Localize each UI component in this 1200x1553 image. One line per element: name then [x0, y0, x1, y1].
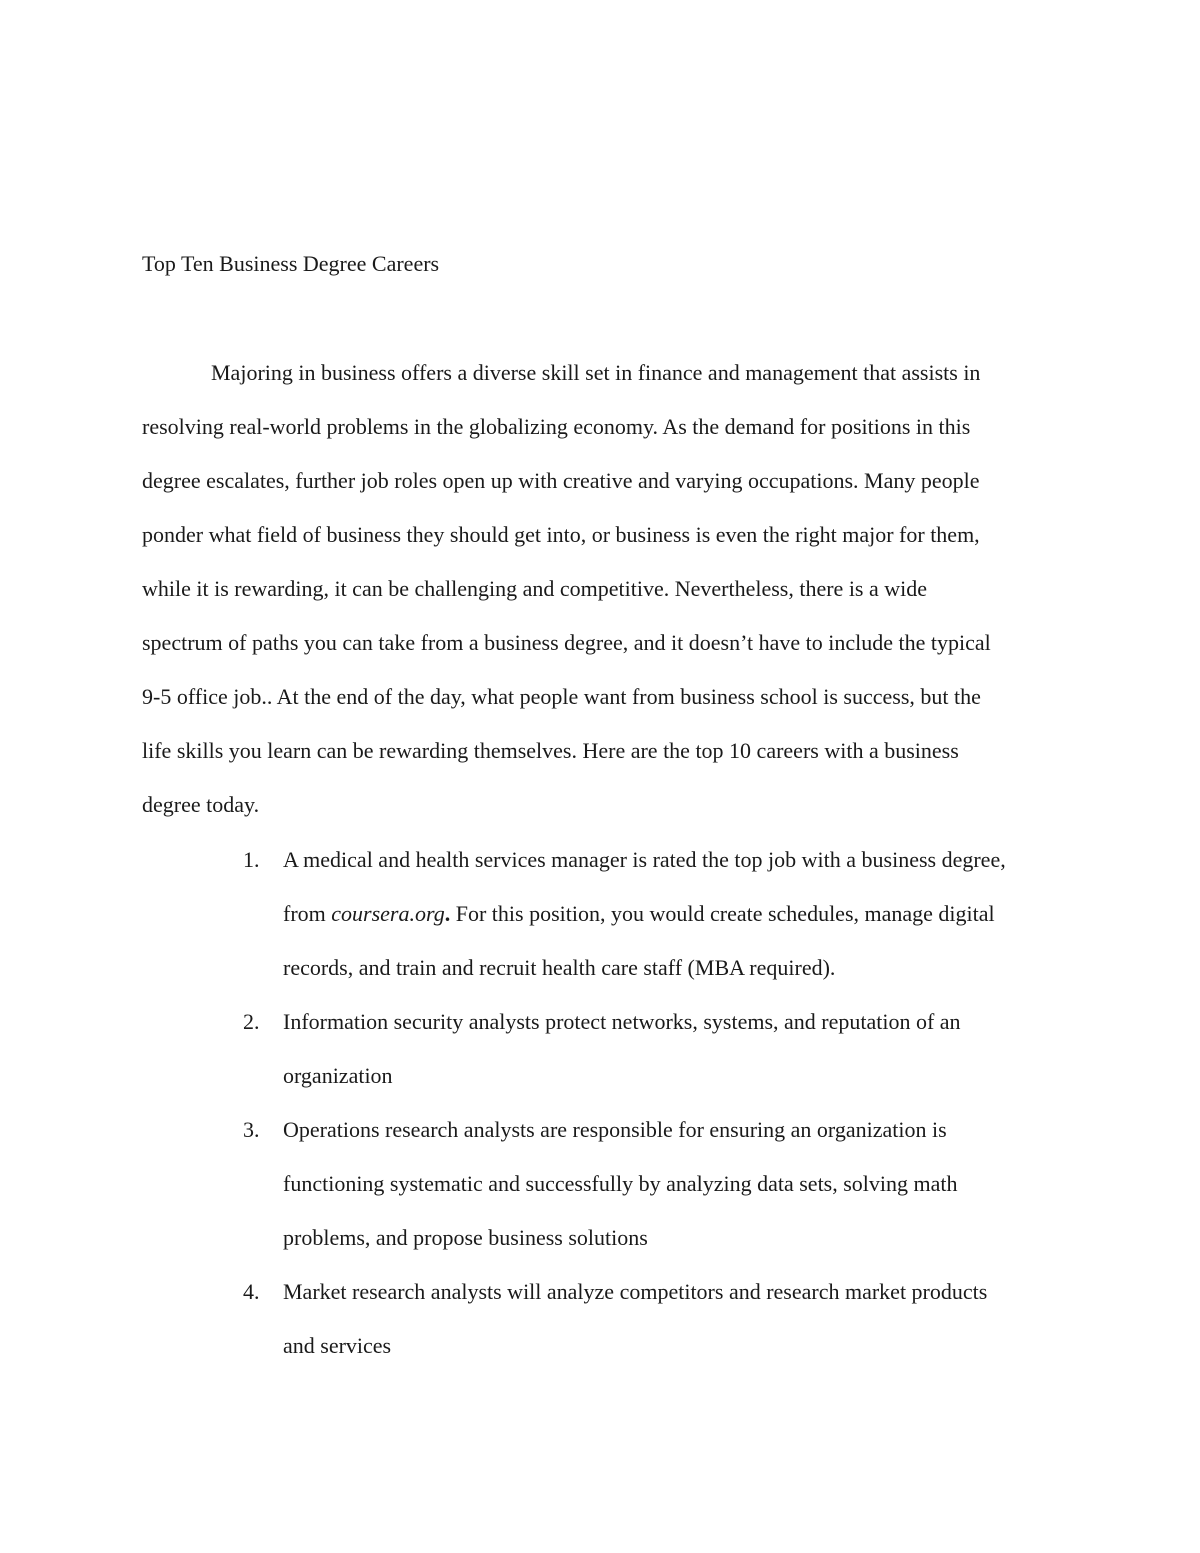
paragraph-line: Majoring in business offers a diverse skill set in finance and management that assists in — [211, 360, 981, 385]
list-line: A medical and health services manager is rated the top job with a business degree, — [283, 847, 1006, 872]
list-line: problems, and propose business solutions — [283, 1225, 648, 1250]
list-line: functioning systematic and successfully by analyzing data sets, solving math — [283, 1171, 958, 1196]
document-title: Top Ten Business Degree Careers — [142, 251, 440, 276]
list-item-body — [283, 1007, 1200, 1115]
list-line: Information security analysts protect networks, systems, and reputation of an — [283, 1009, 961, 1034]
careers-list — [0, 845, 1200, 1385]
list-line: Operations research analysts are responsible for ensuring an organization is — [283, 1117, 947, 1142]
list-number: 1. — [243, 847, 260, 872]
list-line: organization — [283, 1063, 393, 1088]
paragraph-line: life skills you learn can be rewarding themselves. Here are the top 10 careers with a business — [142, 738, 959, 763]
list-item — [0, 1277, 1200, 1385]
list-line-text: from — [283, 901, 332, 926]
paragraph-line: degree escalates, further job roles open up with creative and varying occupations. Many people — [142, 468, 980, 493]
paragraph-line: ponder what field of business they should get into, or business is even the right major for them, — [142, 522, 980, 547]
paragraph-line: spectrum of paths you can take from a business degree, and it doesn’t have to include the typical — [142, 630, 991, 655]
list-item — [0, 1007, 1200, 1115]
list-number: 2. — [243, 1009, 260, 1034]
list-line — [283, 899, 1200, 953]
list-line: and services — [283, 1333, 392, 1358]
list-line-text: For this position, you would create schedules, manage digital — [450, 901, 995, 926]
list-item — [0, 845, 1200, 1007]
paragraph-line: degree today. — [142, 792, 260, 817]
list-item — [0, 1115, 1200, 1277]
paragraph-line: while it is rewarding, it can be challenging and competitive. Nevertheless, there is a wide — [142, 576, 928, 601]
citation-period: . — [444, 901, 451, 926]
citation-source: coursera.org — [331, 901, 445, 926]
list-item-body — [283, 845, 1200, 1007]
list-line: Market research analysts will analyze competitors and research market products — [283, 1279, 988, 1304]
paragraph-line: 9-5 office job.. At the end of the day, what people want from business school is success, but the — [142, 684, 981, 709]
list-number: 3. — [243, 1117, 260, 1142]
paragraph-line: resolving real-world problems in the globalizing economy. As the demand for positions in this — [142, 414, 971, 439]
list-item-body — [283, 1115, 1200, 1277]
list-number: 4. — [243, 1279, 260, 1304]
intro-paragraph — [142, 358, 1058, 844]
list-item-body — [283, 1277, 1200, 1385]
list-line: records, and train and recruit health care staff (MBA required). — [283, 955, 836, 980]
